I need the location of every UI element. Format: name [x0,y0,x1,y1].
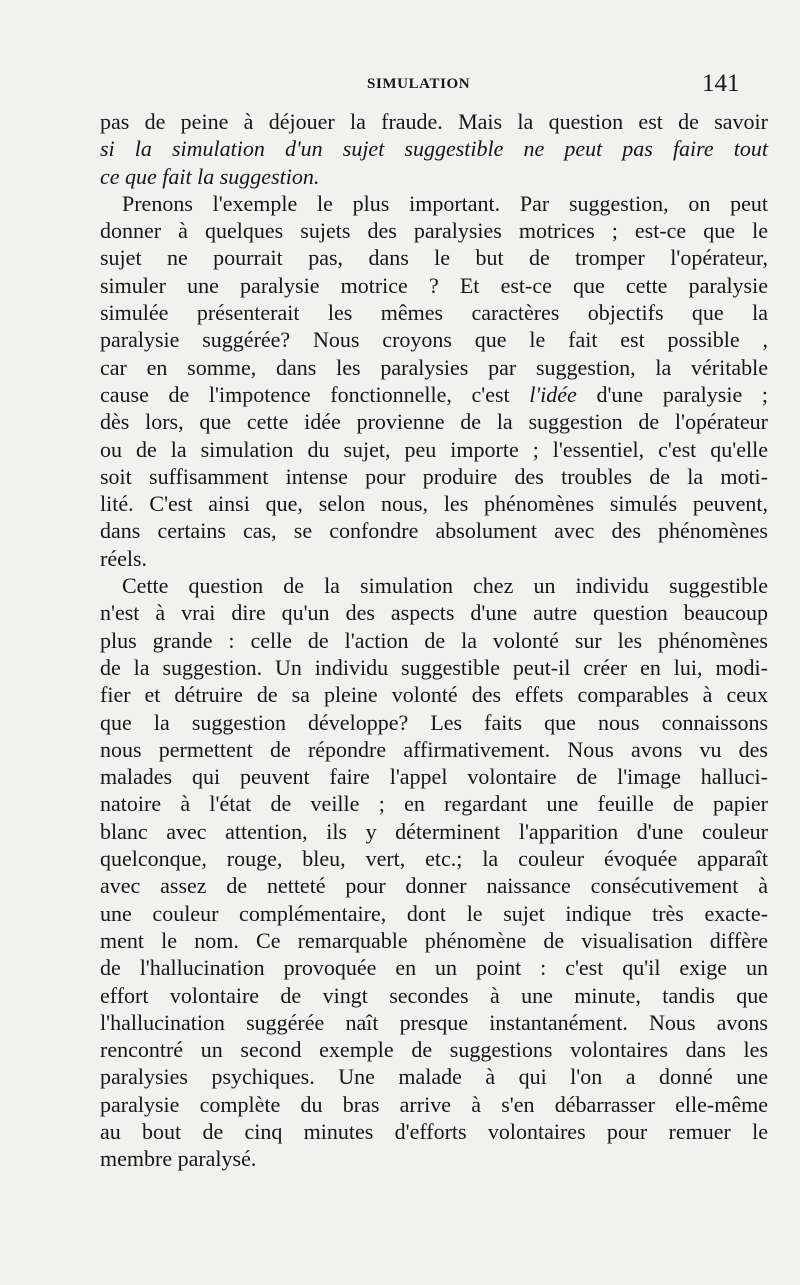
text-line: avec assez de netteté pour donner naissance consécutivement à [100,873,768,899]
text-line: natoire à l'état de veille ; en regardant une feuille de papier [100,791,768,817]
text-line: soit suffisamment intense pour produire des troubles de la moti- [100,463,768,489]
text-line: pas de peine à déjouer la fraude. Mais la question est de savoir [100,109,768,134]
text-line: plus grande : celle de l'action de la volonté sur les phénomènes [100,627,768,653]
text-line: rencontré un second exemple de suggestions volontaires dans les [100,1037,768,1063]
text-line: paralysie suggérée? Nous croyons que le fait est possible , [100,327,768,353]
text-line: au bout de cinq minutes d'efforts volontaires pour remuer le [100,1118,768,1144]
text-segment: d'une paralysie ; [576,381,768,407]
text-line: de l'hallucination provoquée en un point : c'est qu'il exige un [100,955,768,981]
text-segment: cause de l'impotence fonctionnelle, c'est [100,381,530,407]
text-line [100,135,768,162]
text-line: quelconque, rouge, bleu, vert, etc.; la couleur évoquée apparaît [100,846,768,872]
text-line: dans certains cas, se confondre absolument avec des phénomènes [100,518,768,544]
page-number: 141 [702,70,740,97]
text-line: membre paralysé. [100,1146,257,1172]
text-line: sujet ne pourrait pas, dans le but de tromper l'opérateur, [100,245,768,271]
text-line: réels. [100,545,148,571]
text-line: simulée présenterait les mêmes caractères objectifs que la [100,300,768,326]
text-line: simuler une paralysie motrice ? Et est-ce que cette paralysie [100,272,768,298]
text-line: car en somme, dans les paralysies par suggestion, la véritable [100,354,768,380]
text-line: blanc avec attention, ils y déterminent l'apparition d'une couleur [100,818,768,844]
text-line: lité. C'est ainsi que, selon nous, les phénomènes simulés peuvent, [100,491,768,517]
text-line [100,381,768,408]
text-line: n'est à vrai dire qu'un des aspects d'une autre question beaucoup [100,600,768,626]
text-line: dès lors, que cette idée provienne de la suggestion de l'opérateur [100,409,768,435]
italic-line: si la simulation d'un sujet suggestible ne peut pas faire tout [100,136,768,162]
text-line: effort volontaire de vingt secondes à une minute, tandis que [100,982,768,1008]
text-line: une couleur complémentaire, dont le sujet indique très exacte- [100,900,768,926]
italic-word: l'idée [529,381,577,407]
text-line: malades qui peuvent faire l'appel volontaire de l'image halluci- [100,764,768,790]
text-line: paralysies psychiques. Une malade à qui l'on a donné une [100,1064,768,1090]
italic-line: ce que fait la suggestion. [100,163,320,189]
text-line: l'hallucination suggérée naît presque instantanément. Nous avons [100,1009,768,1035]
running-title: SIMULATION [367,76,471,92]
paragraph-first-line: Prenons l'exemple le plus important. Par suggestion, on peut [122,190,768,216]
text-line: ou de la simulation du sujet, peu importe ; l'essentiel, c'est qu'elle [100,436,768,462]
text-line: fier et détruire de sa pleine volonté des effets comparables à ceux [100,682,768,708]
text-line: nous permettent de répondre affirmativement. Nous avons vu des [100,736,768,762]
text-line: paralysie complète du bras arrive à s'en débarrasser elle-même [100,1091,768,1117]
text-line: que la suggestion développe? Les faits que nous connaissons [100,709,768,735]
text-line [100,163,768,190]
text-line: de la suggestion. Un individu suggestible peut-il créer en lui, modi- [100,654,768,680]
paragraph-first-line: Cette question de la simulation chez un individu suggestible [122,573,768,599]
body-text [100,108,768,1173]
text-line: donner à quelques sujets des paralysies motrices ; est-ce que le [100,218,768,244]
text-line: ment le nom. Ce remarquable phénomène de visualisation diffère [100,927,768,953]
